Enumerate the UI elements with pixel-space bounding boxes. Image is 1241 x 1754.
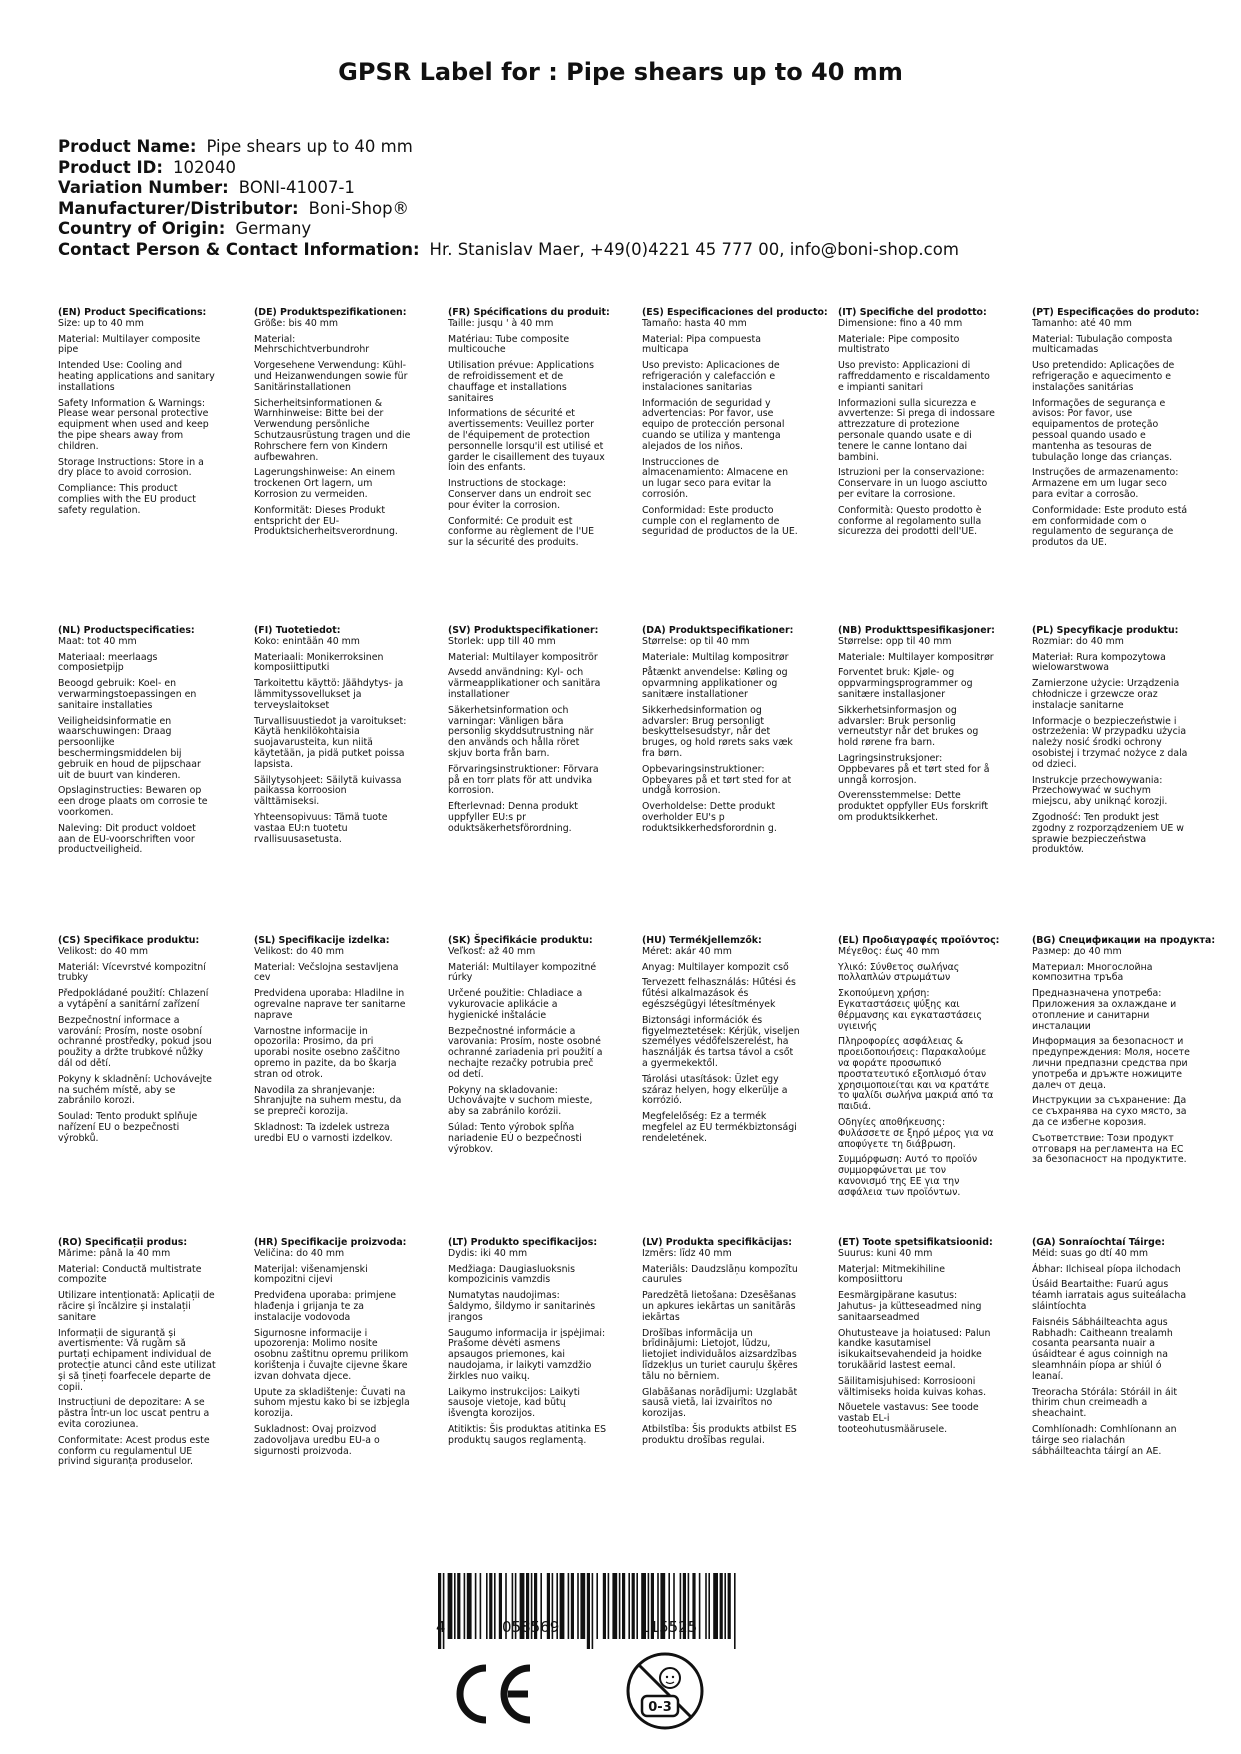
barcode-bar xyxy=(480,1573,482,1639)
barcode-bar xyxy=(571,1573,574,1639)
spec-block xyxy=(58,1238,216,1473)
spec-header: (HR) Specifikacije proizvoda: xyxy=(254,1237,407,1248)
spec-item: Conformité: Ce produit est conforme au règlement de l'UE sur la sécurité des produits. xyxy=(448,515,595,549)
spec-item: Materiale: Pipe composito multistrato xyxy=(838,333,960,356)
spec-item: Sigurnosne informacije i upozorenja: Molimo nosite osobnu zaštitnu opremu prilikom korištenja i čuvajte cijevne škare izvan dohvata djece. xyxy=(254,1327,409,1382)
spec-header: (RO) Specificații produs: xyxy=(58,1237,188,1248)
barcode-bar xyxy=(636,1573,638,1639)
spec-item: Materiāls: Daudzslāņu kompozītu caurules xyxy=(642,1263,798,1286)
info-label: Country of Origin: xyxy=(58,219,226,239)
barcode-bar xyxy=(734,1573,736,1649)
spec-item: Tamaño: hasta 40 mm xyxy=(642,317,747,329)
barcode-bar xyxy=(454,1573,456,1639)
barcode-bar xyxy=(619,1573,621,1639)
barcode-bar xyxy=(728,1573,731,1639)
spec-item: Veličina: do 40 mm xyxy=(254,1247,345,1259)
spec-item: Overensstemmelse: Dette produktet oppfyller EUs forskrift om produktsikkerhet. xyxy=(838,790,989,823)
spec-item: Opslaginstructies: Bewaren op een droge plaats om corrosie te voorkomen. xyxy=(58,785,208,818)
spec-block xyxy=(58,626,216,861)
spec-item: Storage Instructions: Store in a dry place to avoid corrosion. xyxy=(58,456,204,479)
spec-item: Sukladnost: Ovaj proizvod zadovoljava uredbu EU-a o sigurnosti proizvoda. xyxy=(254,1423,380,1457)
spec-item: Maat: tot 40 mm xyxy=(58,635,137,647)
spec-block xyxy=(448,307,610,554)
spec-item: Съответствие: Този продукт отговаря на регламента на ЕС за безопасност на продуктите. xyxy=(1032,1132,1187,1166)
spec-item: Инструкции за съхранение: Да се съхранява на сухо място, за да се избегне корозия. xyxy=(1032,1095,1187,1128)
spec-item: Suurus: kuni 40 mm xyxy=(838,1247,933,1259)
barcode-bar xyxy=(612,1573,617,1639)
barcode-bar xyxy=(608,1573,610,1639)
spec-item: Uso previsto: Aplicaciones de refrigeración y calefacción e instalaciones sanitarias xyxy=(642,360,780,393)
spec-item: Drošības informācija un brīdinājumi: Lietojot, lūdzu, lietojiet individuālos aizsardzības līdzekļus un turiet cauruļu šķēres tālu no bērniem. xyxy=(642,1327,798,1382)
spec-item: Säkerhetsinformation och varningar: Vänligen bära personlig skyddsutrustning när den används och hålla röret skjuv borta från barn. xyxy=(448,704,594,759)
spec-block xyxy=(254,1238,412,1462)
spec-block xyxy=(838,935,1000,1204)
barcode-bar xyxy=(489,1573,492,1639)
spec-item: Conformità: Questo prodotto è conforme al regolamento sulla sicurezza dei prodotti dell'UE. xyxy=(838,504,982,538)
spec-item: Materiale: Multilayer kompositrør xyxy=(838,651,994,663)
spec-item: Material: Tubulação composta multicamadas xyxy=(1032,333,1173,356)
spec-item: Určené použitie: Chladiace a vykurovacie aplikácie a hygienické inštalácie xyxy=(448,988,583,1021)
spec-item: Rozmiar: do 40 mm xyxy=(1032,635,1124,647)
barcode-bar xyxy=(622,1573,625,1639)
spec-item: Mărime: până la 40 mm xyxy=(58,1247,171,1259)
spec-item: Pokyny na skladovanie: Uchovávajte v suchom mieste, aby sa zabránilo korózii. xyxy=(448,1084,593,1118)
barcode-bar xyxy=(448,1573,453,1639)
barcode-bar xyxy=(713,1573,718,1639)
spec-block xyxy=(838,626,996,829)
spec-item: Размер: до 40 mm xyxy=(1032,945,1122,957)
spec-item: Úsáid Beartaithe: Fuarú agus téamh iarratais agus suiteálacha sláintíochta xyxy=(1032,1279,1187,1312)
spec-item: Matériau: Tube composite multicouche xyxy=(448,333,570,356)
spec-item: Säilytysohjeet: Säilytä kuivassa paikassa korroosion välttämiseksi. xyxy=(254,774,402,808)
barcode-bar xyxy=(467,1573,472,1639)
spec-block xyxy=(58,936,216,1150)
spec-item: Méid: suas go dtí 40 mm xyxy=(1032,1247,1149,1259)
spec-item: Atbilstība: Šis produkts atbilst ES produktu drošības regulai. xyxy=(642,1423,797,1446)
spec-item: Upute za skladištenje: Čuvati na suhom mjestu kako bi se izbjegla korozija. xyxy=(254,1386,410,1420)
spec-header: (CS) Specifikace produktu: xyxy=(58,935,200,946)
spec-item: Velikost: do 40 mm xyxy=(58,945,149,957)
barcode-digits-right: 115525 xyxy=(640,1618,698,1636)
spec-item: Materiaal: meerlaags composietpijp xyxy=(58,651,158,674)
spec-item: Material: Multilayer kompositrör xyxy=(448,651,598,663)
spec-block xyxy=(254,626,412,850)
spec-item: Koko: enintään 40 mm xyxy=(254,635,360,647)
spec-item: Предназначена употреба: Приложения за охлаждане и отопление и санитарни инсталации xyxy=(1032,988,1177,1032)
spec-item: Beoogd gebruik: Koel- en verwarmingstoepassingen en sanitaire installaties xyxy=(58,678,197,711)
spec-item: Materiaali: Monikerroksinen komposiittiputki xyxy=(254,651,384,674)
spec-header: (EL) Προδιαγραφές προϊόντος: xyxy=(838,935,1000,946)
spec-block xyxy=(254,936,412,1150)
spec-block xyxy=(642,1238,800,1452)
product-info xyxy=(58,137,959,261)
spec-item: Sicherheitsinformationen & Warnhinweise: Bitte bei der Verwendung persönliche Schutzausrüstung tragen und die Rohrschere fern von Kindern aufbewahren. xyxy=(254,397,411,463)
spec-item: Tarkoitettu käyttö: Jäähdytys- ja lämmityssovellukset ja terveyslaitokset xyxy=(254,678,404,711)
spec-item: Tervezett felhasználás: Hűtési és fűtési alkalmazások és egészségügyi létesítmények xyxy=(642,977,796,1010)
spec-header: (EN) Product Specifications: xyxy=(58,307,207,318)
spec-item: Påtænkt anvendelse: Køling og opvarmning applikationer og sanitære installationer xyxy=(642,667,788,700)
spec-item: Eesmärgipärane kasutus: Jahutus- ja kütteseadmed ning sanitaarseadmed xyxy=(838,1290,982,1323)
spec-block xyxy=(58,308,216,522)
spec-block xyxy=(448,1238,606,1452)
spec-item: Megfelelőség: Ez a termék megfelel az EU termékbiztonsági rendeletének. xyxy=(642,1111,797,1144)
spec-header: (NB) Produkttspesifikasjoner: xyxy=(838,625,995,636)
barcode-bar xyxy=(568,1573,570,1639)
spec-header: (SK) Špecifikácie produktu: xyxy=(448,935,593,946)
barcode-bar xyxy=(457,1573,460,1639)
page-title: GPSR Label for : Pipe shears up to 40 mm xyxy=(338,58,903,86)
spec-item: Varnostne informacije in opozorila: Prosimo, da pri uporabi nosite osebno zaščitno opremo in pazite, da bo škarja stran od otrok. xyxy=(254,1025,401,1080)
barcode-digits-mid: 058569 xyxy=(502,1618,560,1636)
spec-item: Συμμόρφωση: Αυτό το προϊόν συμμορφώνεται με τον κανονισμό της ΕΕ για την ασφάλεια των προϊόντων. xyxy=(838,1154,978,1198)
barcode-bar xyxy=(580,1573,585,1639)
info-value: Pipe shears up to 40 mm xyxy=(206,137,413,156)
barcode-bar xyxy=(603,1573,606,1639)
info-row-variation xyxy=(58,178,959,199)
info-label: Manufacturer/Distributor: xyxy=(58,198,299,218)
spec-item: Sikkerhedsinformation og advarsler: Brug personligt beskyttelsesudstyr, når det bruges, og hold rørets saks væk fra børn. xyxy=(642,704,793,759)
spec-block xyxy=(1032,626,1190,861)
spec-item: Instrukcje przechowywania: Przechowywać w suchym miejscu, aby uniknąć korozji. xyxy=(1032,774,1168,808)
info-row-product-id xyxy=(58,158,959,179)
info-label: Product Name: xyxy=(58,137,197,156)
spec-block xyxy=(1032,935,1216,1171)
spec-header: (GA) Sonraíochtaí Táirge: xyxy=(1032,1237,1165,1248)
info-row-product-name xyxy=(58,137,959,158)
barcode-bar xyxy=(699,1573,701,1639)
spec-header: (BG) Спецификации на продукта: xyxy=(1032,935,1216,946)
spec-header: (FI) Tuotetiedot: xyxy=(254,625,341,636)
barcode-bar xyxy=(443,1573,445,1649)
spec-item: Safety Information & Warnings: Please wear personal protective equipment when used and keep the pipe shears away from children. xyxy=(58,397,209,452)
spec-header: (IT) Specifiche del prodotto: xyxy=(838,307,987,318)
spec-item: Información de seguridad y advertencias: Por favor, use equipo de protección personal cuando se utiliza y mantenga alejados de los niños. xyxy=(642,397,785,452)
barcode-bar xyxy=(720,1573,723,1639)
spec-item: Instrucțiuni de depozitare: A se păstra într-un loc uscat pentru a evita coroziunea. xyxy=(58,1397,210,1430)
spec-item: Treoracha Stórála: Stóráil in áit thirim chun creimeadh a sheachaint. xyxy=(1032,1386,1178,1420)
spec-item: Konformität: Dieses Produkt entspricht der EU-Produktsicherheitsverordnung. xyxy=(254,504,398,538)
info-label: Product ID: xyxy=(58,157,163,177)
spec-item: Pokyny k skladnění: Uchovávejte na suchém místě, aby se zabránilo korozi. xyxy=(58,1073,212,1107)
spec-item: Säilitamisjuhised: Korrosiooni vältimiseks hoida kuivas kohas. xyxy=(838,1375,987,1398)
spec-item: Veľkosť: až 40 mm xyxy=(448,945,536,957)
info-label: Contact Person & Contact Information: xyxy=(58,239,420,259)
spec-item: Atitiktis: Šis produktas atitinka ES produktų saugos reglamentą. xyxy=(448,1423,607,1446)
spec-item: Информация за безопасност и предупреждения: Моля, носете лични предпазни средства при употреба и дръжте ножиците далеч от деца. xyxy=(1032,1036,1190,1091)
spec-item: Nõuetele vastavus: See toode vastab EL-i tooteohutusmäärusele. xyxy=(838,1402,979,1435)
spec-item: Biztonsági információk és figyelmeztetések: Kérjük, viseljen személyes védőfelszerelést, ha használják és tartsa távol a csőt a gyermekektől. xyxy=(642,1014,800,1069)
spec-item: Predviđena uporaba: primjene hlađenja i grijanja te za instalacije vodovoda xyxy=(254,1290,397,1323)
spec-block xyxy=(254,308,412,543)
spec-item: Conformidad: Este producto cumple con el reglamento de seguridad de productos de la UE. xyxy=(642,504,798,538)
spec-item: Zamierzone użycie: Urządzenia chłodnicze i grzewcze oraz instalacje sanitarne xyxy=(1032,678,1180,711)
spec-block xyxy=(642,626,800,840)
spec-item: Informações de segurança e avisos: Por favor, use equipamentos de proteção pessoal quando usado e mantenha as tesouras de tubulação longe das crianças. xyxy=(1032,397,1173,463)
spec-item: Lagringsinstruksjoner: Oppbevares på et tørt sted for å unngå korrosjon. xyxy=(838,752,990,786)
spec-header: (PL) Specyfikacje produktu: xyxy=(1032,625,1179,636)
info-label: Variation Number: xyxy=(58,178,229,198)
spec-item: Velikost: do 40 mm xyxy=(254,945,345,957)
spec-item: Tamanho: até 40 mm xyxy=(1032,317,1132,329)
spec-item: Numatytas naudojimas: Šaldymo, šildymo ir sanitarinės įrangos xyxy=(448,1290,596,1323)
spec-item: Materjal: Mitmekihiline komposiittoru xyxy=(838,1263,945,1286)
barcode-bar xyxy=(560,1573,565,1639)
spec-item: Material: Večslojna sestavljena cev xyxy=(254,961,399,984)
spec-item: Sikkerhetsinformasjon og advarsler: Bruk personlig verneutstyr når det brukes og hold rørene fra barn. xyxy=(838,704,979,749)
barcode-bar xyxy=(592,1573,594,1649)
spec-item: Materiał: Rura kompozytowa wielowarstwowa xyxy=(1032,651,1166,674)
barcode-bar xyxy=(705,1573,707,1639)
spec-block xyxy=(448,626,606,840)
spec-item: Izmērs: līdz 40 mm xyxy=(642,1247,732,1259)
spec-item: Utilizare intenționată: Aplicații de răcire și încălzire și instalații sanitare xyxy=(58,1290,215,1323)
spec-item: Material: Multilayer composite pipe xyxy=(58,333,201,356)
spec-item: Forventet bruk: Kjøle- og oppvarmingsprogrammer og sanitære installasjoner xyxy=(838,667,973,700)
spec-item: Méret: akár 40 mm xyxy=(642,945,732,957)
spec-item: Σκοπούμενη χρήση: Εγκαταστάσεις ψύξης και θέρμανσης και εγκαταστάσεις υγιεινής xyxy=(838,988,982,1032)
spec-item: Material: Conductă multistrate compozite xyxy=(58,1263,202,1286)
spec-item: Conformitate: Acest produs este conform cu regulamentul UE privind siguranța produselor. xyxy=(58,1434,210,1468)
spec-item: Saugumo informacija ir įspėjimai: Prašome dėvėti asmens apsaugos priemones, kai naudojama, ir laikyti vamzdžio žirkles nuo vaikų. xyxy=(448,1327,606,1382)
spec-header: (PT) Especificações do produto: xyxy=(1032,307,1200,318)
spec-header: (SV) Produktspecifikationer: xyxy=(448,625,599,636)
spec-header: (HU) Termékjellemzők: xyxy=(642,935,762,946)
spec-item: Veiligheidsinformatie en waarschuwingen: Draag persoonlijke beschermingsmiddelen bij gebruik en houd de pijpschaar uit de buurt van kinderen. xyxy=(58,715,201,781)
spec-item: Instructions de stockage: Conserver dans un endroit sec pour éviter la corrosion. xyxy=(448,478,592,511)
spec-item: Informații de siguranță și avertismente: Vă rugăm să purtați echipament individual de protecție atunci când este utilizat și să țineți foarfecele departe de copii. xyxy=(58,1327,216,1393)
barcode-bar xyxy=(632,1573,635,1639)
spec-header: (LT) Produkto specifikacijos: xyxy=(448,1237,598,1248)
barcode-bar xyxy=(587,1573,590,1649)
spec-item: Compliance: This product complies with the EU product safety regulation. xyxy=(58,483,196,516)
spec-item: Istruzioni per la conservazione: Conservare in un luogo asciutto per evitare la corrosione. xyxy=(838,467,988,500)
spec-item: Uso previsto: Applicazioni di raffreddamento e riscaldamento e impianti sanitari xyxy=(838,360,990,393)
spec-item: Lagerungshinweise: An einem trockenen Ort lagern, um Korrosion zu vermeiden. xyxy=(254,467,396,500)
spec-item: Tárolási utasítások: Üzlet egy száraz helyen, hogy elkerülje a korrózió. xyxy=(642,1073,788,1107)
spec-block xyxy=(642,307,828,543)
info-value: 102040 xyxy=(172,157,236,177)
barcode-bar xyxy=(438,1573,441,1649)
spec-block xyxy=(642,936,800,1150)
spec-item: Medžiaga: Daugiasluoksnis kompozicinis vamzdis xyxy=(448,1263,576,1286)
barcode-bar xyxy=(464,1573,466,1639)
spec-item: Ábhar: Ilchiseal píopa ilchodach xyxy=(1032,1263,1181,1275)
spec-item: Taille: jusqu ' à 40 mm xyxy=(448,317,554,329)
barcode-bar xyxy=(596,1573,598,1639)
spec-item: Navodila za shranjevanje: Shranjujte na suhem mestu, da se prepreči korozija. xyxy=(254,1084,402,1118)
spec-header: (FR) Spécifications du produit: xyxy=(448,307,610,318)
spec-item: Informazioni sulla sicurezza e avvertenze: Si prega di indossare attrezzature di protezione personale quando usate e di tenere le canne lontano dai bambini. xyxy=(838,397,995,463)
spec-block xyxy=(1032,1238,1190,1462)
spec-item: Storlek: upp till 40 mm xyxy=(448,635,556,647)
info-value: Germany xyxy=(235,219,312,239)
age-warning-icon xyxy=(624,1650,706,1732)
spec-item: Μέγεθος: έως 40 mm xyxy=(838,945,940,957)
spec-item: Υλικό: Σύνθετος σωλήνας πολλαπλών στρωμάτων xyxy=(838,961,960,984)
info-row-origin xyxy=(58,219,959,240)
spec-item: Conformidade: Este produto está em conformidade com o regulamento de segurança de produtos da UE. xyxy=(1032,504,1188,549)
spec-item: Πληροφορίες ασφάλειας & προειδοποιήσεις: Παρακαλούμε να φοράτε προσωπικό προστατευτικό εξοπλισμό όταν χρησιμοποιείται και να κρατάτε το ψαλίδι σωλήνα μακριά από τα παιδιά. xyxy=(838,1036,994,1113)
spec-item: Bezpečnostní informace a varování: Prosím, noste osobní ochranné prostředky, pokud jsou použity a držte trubkové nůžky dál od dětí. xyxy=(58,1014,212,1069)
info-value: Boni-Shop® xyxy=(308,198,410,218)
barcode-bar xyxy=(494,1573,496,1639)
spec-item: Paredzētā lietošana: Dzesēšanas un apkures iekārtas un sanitārās iekārtas xyxy=(642,1290,797,1323)
spec-item: Soulad: Tento produkt splňuje nařízení EU o bezpečnosti výrobků. xyxy=(58,1111,198,1144)
barcode-bar xyxy=(486,1573,488,1639)
age-label: 0-3 xyxy=(648,1700,672,1715)
spec-item: Zgodność: Ten produkt jest zgodny z rozporządzeniem UE w sprawie bezpieczeństwa produktów. xyxy=(1032,811,1184,856)
spec-item: Dydis: iki 40 mm xyxy=(448,1247,528,1259)
spec-item: Naleving: Dit product voldoet aan de EU-voorschriften voor productveiligheid. xyxy=(58,822,196,856)
spec-item: Laikymo instrukcijos: Laikyti sausoje vietoje, kad būtų išvengta korozijos. xyxy=(448,1386,581,1420)
spec-item: Material: Mehrschichtverbundrohr xyxy=(254,333,370,356)
spec-item: Material: Pipa compuesta multicapa xyxy=(642,333,761,356)
barcode-bar xyxy=(628,1573,630,1639)
spec-block xyxy=(448,936,606,1160)
spec-header: (LV) Produkta specifikācijas: xyxy=(642,1237,792,1248)
spec-item: Utilisation prévue: Applications de refroidissement et de chauffage et installations sanitaires xyxy=(448,360,594,404)
spec-item: Size: up to 40 mm xyxy=(58,317,144,329)
spec-item: Faisnéis Sábháilteachta agus Rabhadh: Caitheann trealamh cosanta pearsanta nuair a úsáidtear é agus coinnigh na sleamhnáin píopa ar shiúl ó leanaí. xyxy=(1032,1316,1173,1382)
spec-item: Avsedd användning: Kyl- och värmeapplikationer och sanitära installationer xyxy=(448,667,601,700)
barcode-bar xyxy=(724,1573,726,1639)
spec-item: Förvaringsinstruktioner: Förvara på en torr plats för att undvika korrosion. xyxy=(448,763,599,797)
spec-item: Overholdelse: Dette produkt overholder EU's p roduktsikkerhedsforordnin g. xyxy=(642,801,777,834)
spec-item: Předpokládané použití: Chlazení a vytápění a sanitární zařízení xyxy=(58,988,209,1010)
spec-item: Bezpečnostné informácie a varovania: Prosím, noste osobné ochranné zariadenia pri použití a nechajte rezačky potrubia preč od detí. xyxy=(448,1025,603,1080)
spec-item: Материал: Многослойна композитна тръба xyxy=(1032,961,1153,984)
info-value: BONI-41007-1 xyxy=(238,178,355,198)
spec-item: Skladnost: Ta izdelek ustreza uredbi EU o varnosti izdelkov. xyxy=(254,1121,393,1144)
spec-item: Instruções de armazenamento: Armazene em um lugar seco para evitar a corrosão. xyxy=(1032,467,1179,500)
spec-header: (DE) Produktspezifikationen: xyxy=(254,307,407,318)
spec-item: Intended Use: Cooling and heating applications and sanitary installations xyxy=(58,360,215,393)
spec-item: Glabāšanas norādījumi: Uzglabāt sausā vietā, lai izvairītos no korozijas. xyxy=(642,1386,798,1420)
spec-item: Predvidena uporaba: Hladilne in ogrevalne naprave ter sanitarne naprave xyxy=(254,988,406,1021)
spec-block xyxy=(838,1238,996,1441)
info-value: Hr. Stanislav Maer, +49(0)4221 45 777 00, info@boni-shop.com xyxy=(429,239,959,259)
spec-block xyxy=(1032,307,1200,554)
spec-item: Größe: bis 40 mm xyxy=(254,317,339,329)
spec-item: Informacje o bezpieczeństwie i ostrzeżenia: W przypadku użycia należy nosić środki ochrony osobistej i trzymać nożyce z dala od dzieci. xyxy=(1032,715,1188,770)
spec-item: Yhteensopivuus: Tämä tuote vastaa EU:n tuotetu rvallisuusasetusta. xyxy=(254,811,388,845)
ce-mark-icon xyxy=(452,1662,534,1726)
spec-item: Materijal: višenamjenski kompozitni cijevi xyxy=(254,1263,368,1286)
spec-item: Vorgesehene Verwendung: Kühl- und Heizanwendungen sowie für Sanitärinstallationen xyxy=(254,360,408,393)
spec-block xyxy=(838,308,996,543)
spec-header: (ET) Toote spetsifikatsioonid: xyxy=(838,1237,993,1248)
spec-item: Størrelse: op til 40 mm xyxy=(642,635,750,647)
spec-item: Οδηγίες αποθήκευσης: Φυλάσσετε σε ξηρό μέρος για να αποφύγετε τη διάβρωση. xyxy=(838,1116,994,1150)
spec-item: Comhlíonadh: Comhlíonann an táirge seo rialachán sábháilteachta táirgí an AE. xyxy=(1032,1423,1177,1457)
spec-item: Instrucciones de almacenamiento: Almacene en un lugar seco para evitar la corrosión. xyxy=(642,456,789,500)
spec-item: Materiál: Multilayer kompozitné rúrky xyxy=(448,961,597,984)
spec-header: (SL) Specifikacije izdelka: xyxy=(254,935,390,946)
spec-item: Dimensione: fino a 40 mm xyxy=(838,317,963,329)
spec-item: Efterlevnad: Denna produkt uppfyller EU:s pr oduktsäkerhetsförordning. xyxy=(448,801,578,834)
spec-item: Ohutusteave ja hoiatused: Palun kandke kasutamisel isikukaitsevahendeid ja hoidke torukäärid lastest eemal. xyxy=(838,1327,991,1371)
spec-item: Opbevaringsinstruktioner: Opbevares på et tørt sted for at undgå korrosion. xyxy=(642,763,792,797)
barcode xyxy=(436,1573,746,1653)
spec-item: Súlad: Tento výrobok spĺňa nariadenie EÚ o bezpečnosti výrobkov. xyxy=(448,1121,582,1155)
spec-header: (ES) Especificaciones del producto: xyxy=(642,307,828,318)
info-row-manufacturer xyxy=(58,199,959,220)
spec-item: Materiale: Multilag kompositrør xyxy=(642,651,789,663)
spec-header: (DA) Produktspecifikationer: xyxy=(642,625,794,636)
spec-item: Materiál: Vícevrstvé kompozitní trubky xyxy=(58,961,206,984)
info-row-contact xyxy=(58,240,959,261)
barcode-bar xyxy=(475,1573,477,1639)
spec-item: Turvallisuustiedot ja varoitukset: Käytä henkilökohtaisia suojavarusteita, kun niitä käytetään, ja pidä putket poissa lapsista. xyxy=(254,715,407,770)
barcode-bar xyxy=(708,1573,710,1639)
barcode-bar xyxy=(577,1573,579,1639)
spec-header: (NL) Productspecificaties: xyxy=(58,625,195,636)
spec-item: Størrelse: opp til 40 mm xyxy=(838,635,952,647)
barcode-digit-left: 4 xyxy=(436,1618,446,1636)
spec-item: Informations de sécurité et avertissements: Veuillez porter de l'équipement de protection personnelle lorsqu'il est utilisé et garder le cisaillement des tuyaux loin des enfants. xyxy=(448,408,605,474)
spec-item: Uso pretendido: Aplicações de refrigeração e aquecimento e instalações sanitárias xyxy=(1032,360,1175,393)
spec-item: Anyag: Multilayer kompozit cső xyxy=(642,961,789,973)
